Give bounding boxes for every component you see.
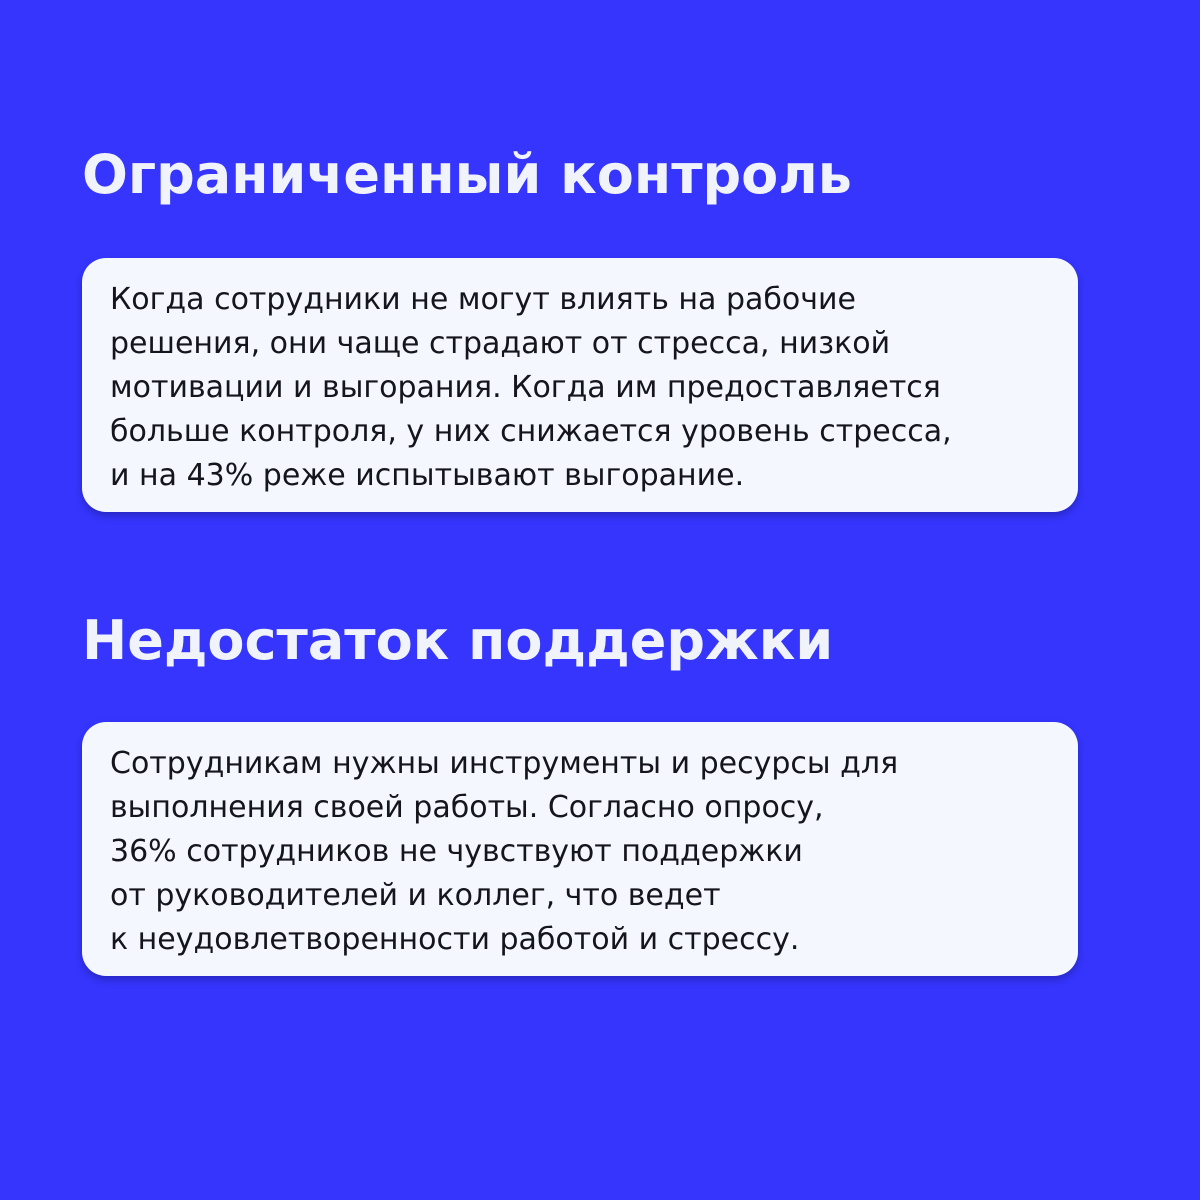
card-text-line: 36% сотрудников не чувствуют поддержки [110,834,803,869]
card-text-line: и на 43% реже испытывают выгорание. [110,458,745,493]
card-text-line: выполнения своей работы. Согласно опросу, [110,790,824,825]
section-heading-lack-of-support: Недостаток поддержки [82,609,834,672]
card-text-line: больше контроля, у них снижается уровень стресса, [110,414,952,449]
card-text-line: Сотрудникам нужны инструменты и ресурсы для [110,746,899,781]
card-text-line: мотивации и выгорания. Когда им предоставляется [110,370,941,405]
card-text-line: к неудовлетворенности работой и стрессу. [110,922,800,957]
card-text-line: от руководителей и коллег, что ведет [110,878,721,913]
card-text-line: Когда сотрудники не могут влиять на рабочие [110,282,856,317]
info-card-lack-of-support [82,722,1078,976]
info-card-limited-control [82,258,1078,512]
card-text-line: решения, они чаще страдают от стресса, низкой [110,326,891,361]
section-heading-limited-control: Ограниченный контроль [82,143,852,206]
